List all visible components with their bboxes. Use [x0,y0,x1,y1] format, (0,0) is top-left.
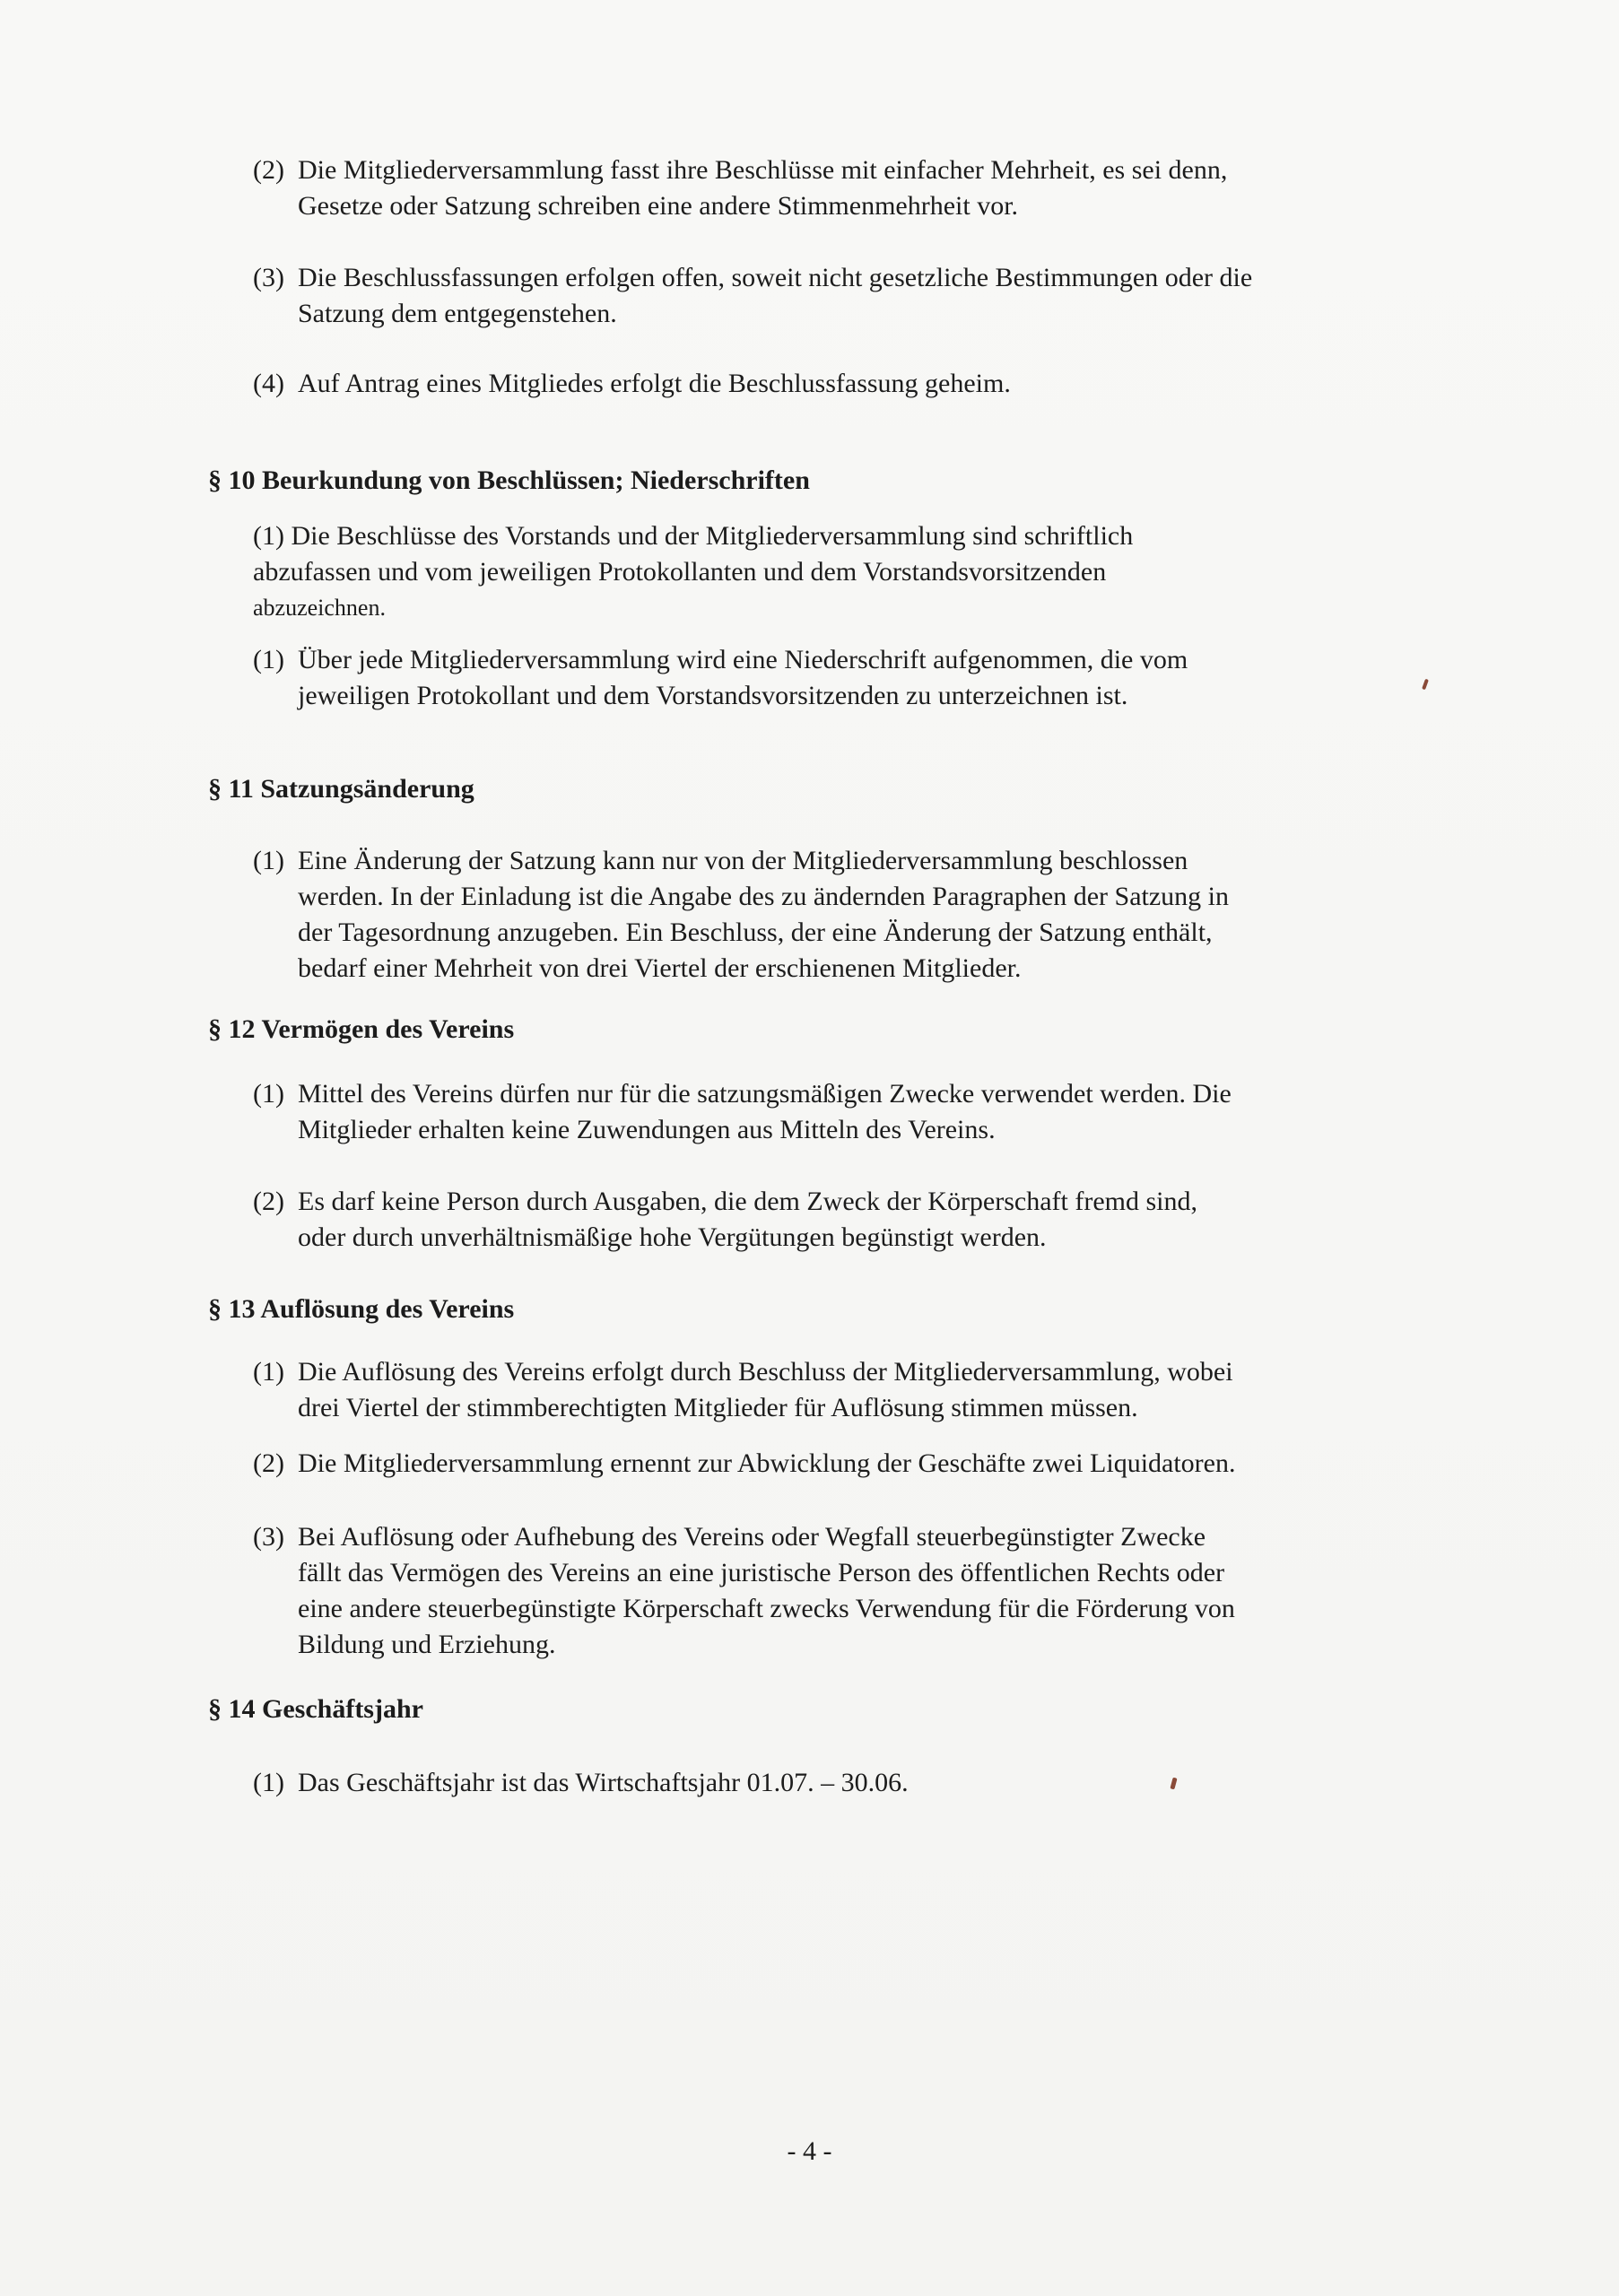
text-line: drei Viertel der stimmberechtigten Mitglieder für Auflösung stimmen müssen. [298,1393,1138,1422]
text-line: Über jede Mitgliederversammlung wird eine Niederschrift aufgenommen, die vom [298,645,1188,674]
section-heading: § 11 Satzungsänderung [208,774,474,804]
paragraph-number: (1) [253,1079,284,1109]
s12-paragraph-1 [208,1076,1446,1148]
text-line: werden. In der Einladung ist die Angabe des zu ändernden Paragraphen der Satzung in [298,882,1229,911]
text-line: eine andere steuerbegünstigte Körperschaft zwecks Verwendung für die Förderung von [298,1594,1235,1623]
text-line: Bei Auflösung oder Aufhebung des Vereins oder Wegfall steuerbegünstigter Zwecke [298,1522,1206,1552]
s13-paragraph-3 [208,1519,1446,1663]
s11-paragraph-1 [208,843,1446,987]
text-line: Mittel des Vereins dürfen nur für die satzungsmäßigen Zwecke verwendet werden. Die [298,1079,1232,1109]
text-line: oder durch unverhältnismäßige hohe Vergütungen begünstigt werden. [298,1222,1047,1252]
paragraph-number: (2) [253,1187,284,1216]
section-heading: § 10 Beurkundung von Beschlüssen; Niederschriften [208,465,810,495]
section-heading: § 12 Vermögen des Vereins [208,1014,515,1044]
s9-paragraph-2 [208,152,1446,224]
s13-paragraph-2 [208,1446,1446,1482]
paragraph-number: (1) [253,1357,284,1387]
text-line: Die Mitgliederversammlung ernennt zur Abwicklung der Geschäfte zwei Liquidatoren. [298,1448,1236,1478]
text-line: Die Auflösung des Vereins erfolgt durch Beschluss der Mitgliederversammlung, wobei [298,1357,1233,1387]
paragraph-number: (2) [253,1448,284,1478]
paragraph-number: (1) [253,1768,284,1797]
paragraph-number: (3) [253,1522,284,1552]
paragraph-number: (1) [253,521,284,551]
text-line: Mitglieder erhalten keine Zuwendungen aus Mitteln des Vereins. [298,1115,996,1144]
text-line: Die Mitgliederversammlung fasst ihre Beschlüsse mit einfacher Mehrheit, es sei denn, [298,155,1228,185]
section-heading: § 13 Auflösung des Vereins [208,1294,515,1324]
page-number: - 4 - [787,2136,832,2166]
paragraph-number: (1) [253,645,284,674]
paragraph-number: (3) [253,263,284,292]
text-line: der Tagesordnung anzugeben. Ein Beschluss, der eine Änderung der Satzung enthält, [298,918,1213,947]
text-line: Auf Antrag eines Mitgliedes erfolgt die Beschlussfassung geheim. [298,369,1011,398]
s14-paragraph-1 [208,1765,1446,1801]
text-line: bedarf einer Mehrheit von drei Viertel der erschienenen Mitglieder. [298,953,1022,983]
document-content [208,152,1446,1801]
paragraph-number: (2) [253,155,284,185]
text-line: Bildung und Erziehung. [298,1630,556,1659]
text-line: Satzung dem entgegenstehen. [298,299,617,328]
s13-paragraph-1 [208,1354,1446,1426]
text-line: Gesetze oder Satzung schreiben eine andere Stimmenmehrheit vor. [298,191,1019,221]
text-line: abzuzeichnen. [253,595,386,621]
s12-paragraph-2 [208,1184,1446,1256]
text-line: Die Beschlussfassungen erfolgen offen, soweit nicht gesetzliche Bestimmungen oder die [298,263,1253,292]
s9-paragraph-3 [208,260,1446,332]
s10-paragraph-2 [208,642,1446,714]
text-line: Eine Änderung der Satzung kann nur von der Mitgliederversammlung beschlossen [298,846,1188,875]
text-line: Das Geschäftsjahr ist das Wirtschaftsjahr 01.07. – 30.06. [298,1768,909,1797]
text-line: fällt das Vermögen des Vereins an eine juristische Person des öffentlichen Rechts oder [298,1558,1225,1587]
paragraph-number: (4) [253,369,284,398]
text-line: Es darf keine Person durch Ausgaben, die dem Zweck der Körperschaft fremd sind, [298,1187,1198,1216]
s9-paragraph-4 [208,366,1446,402]
paragraph-number: (1) [253,846,284,875]
s10-paragraph-1 [208,518,1446,626]
text-line: jeweiligen Protokollant und dem Vorstandsvorsitzenden zu unterzeichnen ist. [298,681,1128,710]
text-line: (1) Die Beschlüsse des Vorstands und der Mitgliederversammlung sind schriftlich [253,521,1134,551]
text-line: abzufassen und vom jeweiligen Protokollanten und dem Vorstandsvorsitzenden [253,557,1107,587]
section-heading: § 14 Geschäftsjahr [208,1694,423,1724]
